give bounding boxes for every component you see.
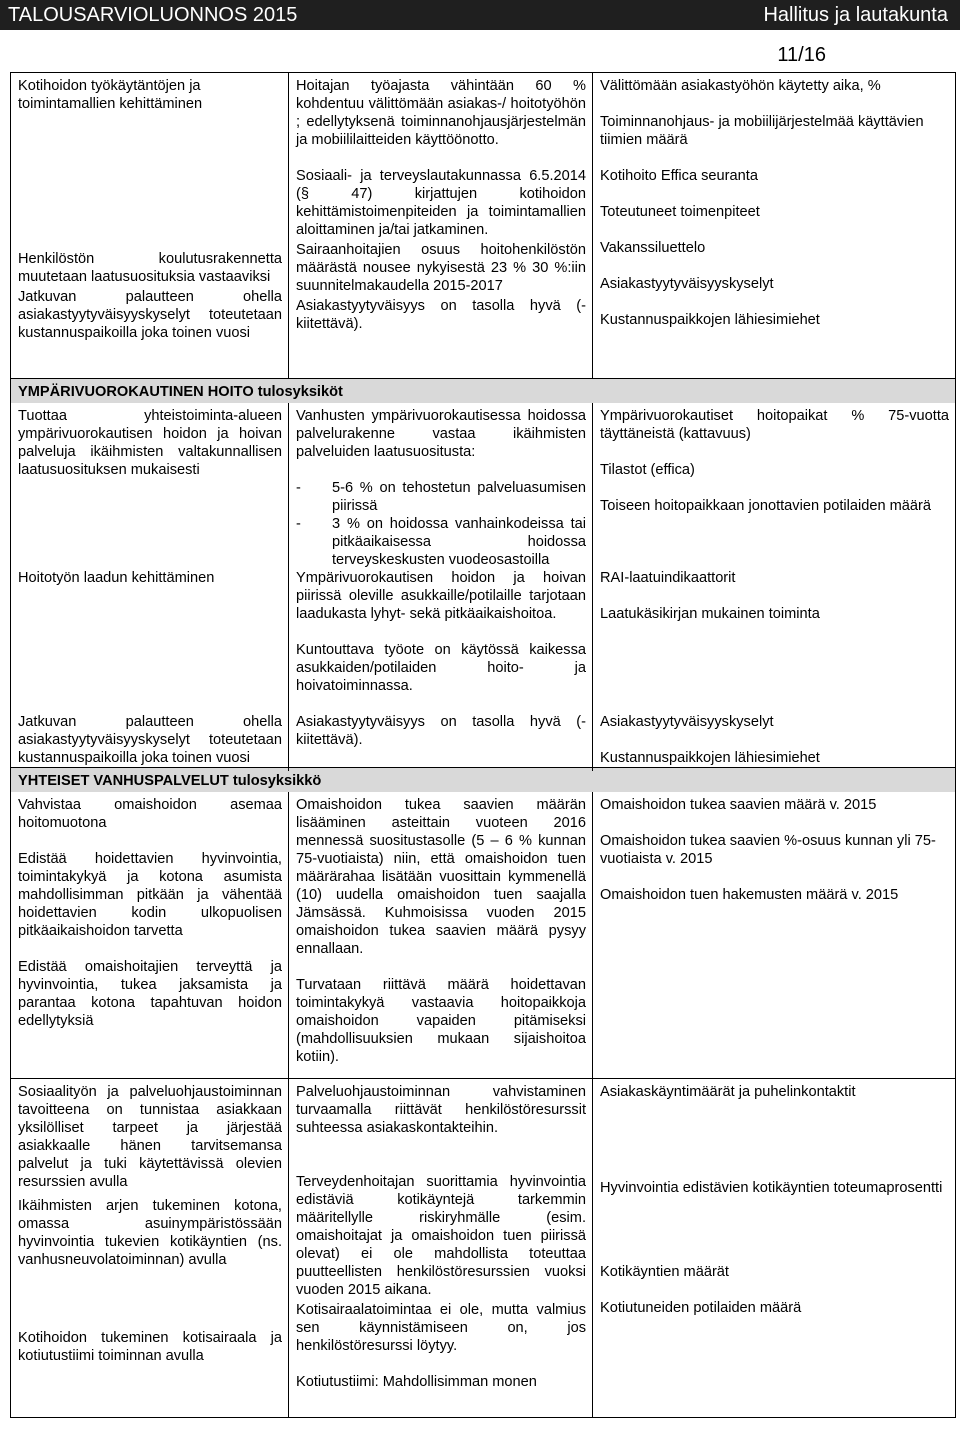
- section-heading-ympärivuorokautinen: YMPÄRIVUOROKAUTINEN HOITO tulosyksiköt: [11, 378, 955, 403]
- list-item: - 5-6 % on tehostetun palveluasumisen piirissä: [296, 479, 586, 515]
- metric-cell: [592, 1079, 955, 1417]
- table-row: [11, 792, 955, 1078]
- target-text: Hoitajan työajasta vähintään 60 % kohdentuu välittömään asiakas-/ hoitotyöhön ; edellytyksenä toiminnanohjausjärjestelmän ja mobiililaitteiden käyttöönotto.: [296, 78, 586, 148]
- table-row: [11, 73, 955, 378]
- target-cell: [288, 709, 592, 771]
- metric-cell: [592, 709, 955, 771]
- metric-text: Toteutuneet toimenpiteet: [600, 204, 760, 220]
- metric-text: Ympärivuorokautiset hoitopaikat % 75-vuotta täyttäneistä (kattavuus): [600, 408, 949, 442]
- metric-text: Vakanssiluettelo: [600, 240, 706, 256]
- metric-text: RAI-laatuindikaattorit: [600, 570, 736, 586]
- goal-text: Hoitotyön laadun kehittäminen: [18, 570, 215, 586]
- target-text: Kotisairaalatoimintaa ei ole, mutta valmius sen käynnistämiseen on, jos henkilöstöresurssi löytyy.: [296, 1302, 586, 1354]
- table-row: [11, 709, 955, 767]
- document-section: Hallitus ja lautakunta: [763, 3, 948, 26]
- goal-text: Edistää omaishoitajien terveyttä ja hyvinvointia, tukea jaksamista ja parantaa kotona tapahtuvan hoidon edellytyksiä: [18, 959, 282, 1029]
- metric-cell: [592, 73, 955, 378]
- metric-text: Kotikäyntien määrät: [600, 1264, 729, 1280]
- goal-cell: [11, 565, 288, 709]
- section-heading-yhteiset: YHTEISET VANHUSPALVELUT tulosyksikkö: [11, 767, 955, 792]
- goal-text: Kotihoidon tukeminen kotisairaala ja kotiutustiimi toiminnan avulla: [18, 1330, 282, 1364]
- metric-text: Laatukäsikirjan mukainen toiminta: [600, 606, 820, 622]
- goal-cell: [11, 403, 288, 573]
- goal-cell: [11, 792, 288, 1078]
- goals-table: [10, 72, 956, 1418]
- target-text: Turvataan riittävä määrä hoidettavan toimintakykyä vastaavia hoitopaikkoja omaishoidon vapaiden pitämiseksi (mahdollisuuksien mukaan sijaishoitoa kotiin).: [296, 977, 586, 1065]
- target-text: Asiakastyytyväisyys on tasolla hyvä (- kiitettävä).: [296, 714, 586, 748]
- goal-text: Jatkuvan palautteen ohella asiakastyytyväisyyskyselyt toteutetaan kustannuspaikoilla joka toinen vuosi: [18, 289, 282, 341]
- metric-text: Toiseen hoitopaikkaan jonottavien potilaiden määrä: [600, 498, 932, 514]
- goal-text: Tuottaa yhteistoiminta-alueen ympärivuorokautisen hoidon ja hoivan palveluja ikäihmisten valtakunnallisen laatusuosituksen mukaisesti: [18, 408, 282, 478]
- metric-text: Omaishoidon tukea saavien %-osuus kunnan yli 75-vuotiaista v. 2015: [600, 833, 936, 867]
- target-text: Vanhusten ympärivuorokautisessa hoidossa palvelurakenne vastaa ikäihmisten palveluiden laatusuositusta:: [296, 408, 586, 460]
- metric-text: Omaishoidon tuen hakemusten määrä v. 2015: [600, 887, 899, 903]
- page-number: 11/16: [777, 44, 826, 66]
- target-text: Sosiaali- ja terveyslautakunnassa 6.5.2014 (§ 47) kirjattujen kotihoidon kehittämistoimenpiteiden ja toimintamallien aloittaminen ja/tai jatkaminen.: [296, 168, 586, 238]
- metric-text: Asiakastyytyväisyyskyselyt: [600, 714, 774, 730]
- metric-text: Välittömään asiakastyöhön käytetty aika, %: [600, 78, 881, 94]
- metric-text: Asiakastyytyväisyyskyselyt: [600, 276, 774, 292]
- target-text: Asiakastyytyväisyys on tasolla hyvä (- kiitettävä).: [296, 298, 586, 332]
- document-title: TALOUSARVIOLUONNOS 2015: [8, 3, 298, 26]
- metric-text: Kotihoito Effica seuranta: [600, 168, 758, 184]
- target-text: Palveluohjaustoiminnan vahvistaminen turvaamalla riittävät henkilöstöresurssit suhteessa asiakaskontakteihin.: [296, 1084, 586, 1136]
- target-cell: [288, 73, 592, 378]
- target-cell: [288, 403, 592, 573]
- goal-text: Henkilöstön koulutusrakennetta muutetaan laatusuosituksia vastaaviksi: [18, 251, 282, 285]
- target-text: Ympärivuorokautisen hoidon ja hoivan piirissä oleville asukkaille/potilaille tarjotaan laadukasta lyhyt- sekä pitkäaikaishoitoa.: [296, 570, 586, 622]
- target-cell: [288, 565, 592, 709]
- metric-text: Kotiutuneiden potilaiden määrä: [600, 1300, 802, 1316]
- metric-text: Kustannuspaikkojen lähiesimiehet: [600, 312, 820, 328]
- goal-text: Kotihoidon työkäytäntöjen ja toimintamallien kehittäminen: [18, 78, 203, 112]
- goal-cell: [11, 1079, 288, 1417]
- goal-cell: [11, 709, 288, 771]
- metric-text: Toiminnanohjaus- ja mobiilijärjestelmää käyttävien tiimien määrä: [600, 114, 924, 148]
- goal-text: Vahvistaa omaishoidon asemaa hoitomuotona: [18, 797, 282, 831]
- goal-cell: [11, 73, 288, 378]
- target-text: Omaishoidon tukea saavien määrän lisääminen asteittain vuoteen 2016 mennessä suositustasolle (5 – 6 % kunnan 75-vuotiaista) niin, että omaishoidon tuen määrärahaa lisätään vuosittain kymmenellä (10) uudella omaishoidon tuen saajalla Jämsässä. Kuhmoisissa vuoden 2015 omaishoidon tukea saavien määrä pysyy ennallaan.: [296, 797, 586, 957]
- metric-cell: [592, 403, 955, 573]
- goal-text: Edistää hoidettavien hyvinvointia, toimintakykyä ja kotona asumista mahdollisimman pitkään ja vähentää hoidettavien kodin ulkopuolisen pitkäaikaishoidon tarvetta: [18, 851, 282, 939]
- table-row: [11, 1078, 955, 1417]
- target-text: Kotiutustiimi: Mahdollisimman monen: [296, 1374, 537, 1390]
- target-list: [296, 479, 586, 569]
- goal-text: Sosiaalityön ja palveluohjaustoiminnan tavoitteena on tunnistaa asiakkaan yksilölliset tarpeet ja järjestää asiakkaalle hänen tarvitsemansa palvelut ja tuki käytettävissä olevien resurssien avulla: [18, 1084, 282, 1190]
- target-cell: [288, 792, 592, 1078]
- goal-text: Jatkuvan palautteen ohella asiakastyytyväisyyskyselyt toteutetaan kustannuspaikoilla joka toinen vuosi: [18, 714, 282, 766]
- target-text: Kuntouttava työote on käytössä kaikessa asukkaiden/potilaiden hoito- ja hoivatoiminnassa.: [296, 642, 586, 694]
- table-row: [11, 403, 955, 568]
- table-row: [11, 565, 955, 709]
- goal-text: Ikäihmisten arjen tukeminen kotona, omassa asuinympäristössään hyvinvointia tukevien kotikäyntien (ns. vanhusneuvolatoiminnan) avulla: [18, 1198, 282, 1268]
- target-cell: [288, 1079, 592, 1417]
- metric-text: Hyvinvointia edistävien kotikäyntien toteumaprosentti: [600, 1180, 943, 1196]
- metric-text: Kustannuspaikkojen lähiesimiehet: [600, 750, 820, 766]
- target-text: Terveydenhoitajan suorittamia hyvinvointia edistäviä kotikäyntejä tarkemmin määritellylle riskiryhmälle (esim. omaishoitajat ja omaishoidon tuen piirissä olevat) ei ole mahdollista toteuttaa puutteellisten henkilöstöresurssien vuoksi vuoden 2015 aikana.: [296, 1174, 586, 1298]
- metric-cell: [592, 565, 955, 709]
- metric-text: Tilastot (effica): [600, 462, 695, 478]
- document-header: [0, 0, 960, 30]
- metric-cell: [592, 792, 955, 1078]
- target-text: Sairaanhoitajien osuus hoitohenkilöstön määrästä nousee nykyisestä 23 % 30 %:iin suunnitelmakaudella 2015-2017: [296, 242, 586, 294]
- metric-text: Omaishoidon tukea saavien määrä v. 2015: [600, 797, 877, 813]
- list-item: - 3 % on hoidossa vanhainkodeissa tai pitkäaikaisessa hoidossa terveyskeskusten vuodeosastoilla: [296, 515, 586, 569]
- metric-text: Asiakaskäyntimäärät ja puhelinkontaktit: [600, 1084, 856, 1100]
